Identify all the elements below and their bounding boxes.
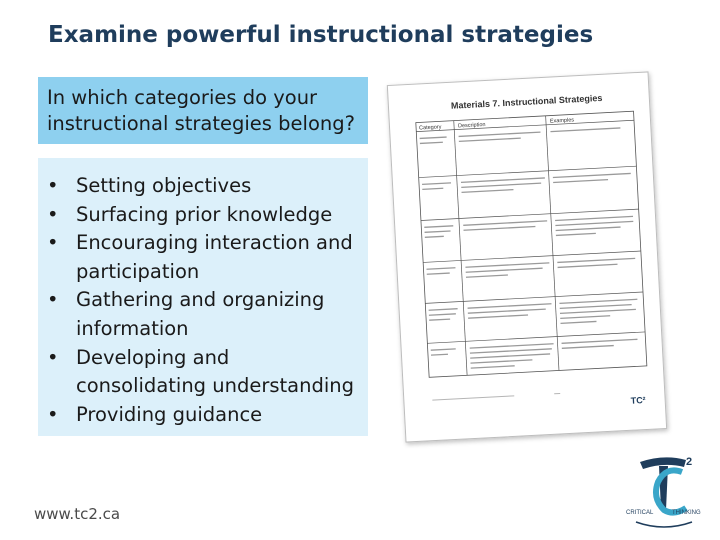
list-item: • Developing and consolidating understanding (44, 344, 362, 401)
logo-left-text: CRITICAL (626, 510, 654, 516)
document-thumbnail (387, 71, 667, 442)
question-box: In which categories do your instructional strategies belong? (38, 77, 368, 144)
strategy-categories-box (38, 158, 368, 436)
document-logo-mark: TC² (630, 394, 646, 406)
column-header-category: Category (418, 124, 442, 132)
list-item: • Gathering and organizing information (44, 286, 362, 343)
column-header-examples: Examples (549, 117, 575, 125)
list-item: • Setting objectives (44, 172, 362, 201)
footer-url: www.tc2.ca (34, 505, 121, 523)
list-item: • Providing guidance (44, 401, 362, 430)
list-item: • Encouraging interaction and participation (44, 229, 362, 286)
tc2-logo-graphic (626, 452, 702, 532)
logo-right-text: THINKING (672, 510, 701, 516)
tc2-logo (626, 452, 702, 532)
document-page-drawing (388, 72, 667, 442)
logo-superscript: 2 (686, 456, 693, 468)
document-heading: Materials 7. Instructional Strategies (450, 92, 603, 111)
list-item: • Surfacing prior knowledge (44, 201, 362, 230)
strategy-category-list (44, 172, 362, 429)
column-header-description: Description (457, 121, 486, 130)
slide-title: Examine powerful instructional strategies (48, 22, 594, 48)
